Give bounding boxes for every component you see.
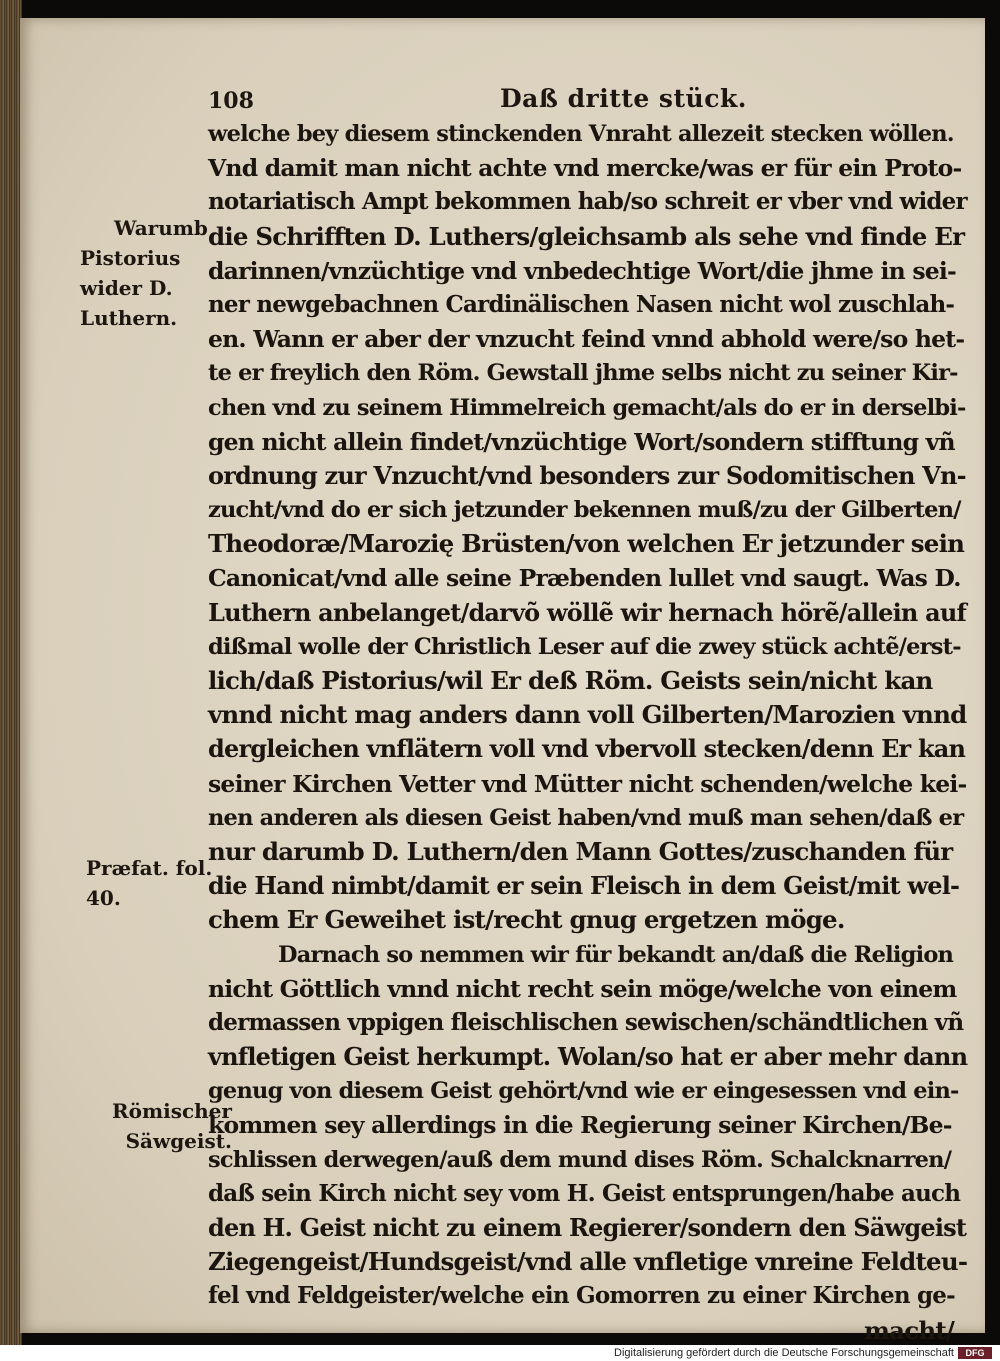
marginal-note-line: Römischer [112, 1099, 232, 1123]
marginal-note-line: wider D. [80, 276, 173, 300]
text-line: zucht/vnd do er sich jetzunder bekennen muß/zu der Gilberten/ [208, 497, 961, 524]
text-line: Canonicat/vnd alle seine Præbenden lullet vnd saugt. Was D. [208, 564, 961, 593]
text-line: seiner Kirchen Vetter vnd Mütter nicht schenden/welche kei- [208, 769, 967, 798]
text-line: nen anderen als diesen Geist haben/vnd muß man sehen/daß er [208, 804, 964, 831]
text-line: Ziegengeist/Hundsgeist/vnd alle vnfletige vnreine Feldteu- [208, 1247, 968, 1277]
text-line: Theodoræ/Marozię Brüsten/von welchen Er jetzunder sein [208, 529, 965, 559]
text-line: chem Er Geweihet ist/recht gnug ergetzen möge. [208, 905, 845, 935]
page-number: 108 [208, 88, 254, 114]
footer-bar [0, 1345, 1000, 1361]
text-line: vnfletigen Geist herkumpt. Wolan/so hat er aber mehr dann [208, 1042, 968, 1072]
text-line: gen nicht allein findet/vnzüchtige Wort/sondern stifftung vñ [208, 427, 955, 456]
text-line: en. Wann er aber der vnzucht feind vnnd abhold were/so het- [208, 325, 965, 354]
text-line: lich/daß Pistorius/wil Er deß Röm. Geists sein/nicht kan [208, 666, 933, 695]
text-line: ordnung zur Vnzucht/vnd besonders zur Sodomitischen Vn- [208, 460, 966, 490]
text-line: nicht Göttlich vnnd nicht recht sein möge/welche von einem [208, 974, 957, 1003]
catchword: macht/ [864, 1315, 954, 1345]
body-text [208, 117, 968, 1348]
marginal-note [92, 1096, 232, 1156]
text-line: notariatisch Ampt bekommen hab/so schreit er vber vnd wider [208, 188, 967, 216]
text-line: Vnd damit man nicht achte vnd mercke/was er für ein Proto- [208, 154, 962, 183]
text-line: fel vnd Feldgeister/welche ein Gomorren zu einer Kirchen ge- [208, 1282, 955, 1310]
text-line: die Hand nimbt/damit er sein Fleisch in dem Geist/mit wel- [208, 871, 960, 901]
marginal-note [86, 853, 212, 913]
text-line: daß sein Kirch nicht sey vom H. Geist entsprungen/habe auch [208, 1179, 961, 1207]
text-line: Darnach so nemmen wir für bekandt an/daß die Religion [278, 941, 954, 968]
dfg-logo: DFG [958, 1347, 992, 1359]
text-line: schlissen derwegen/auß dem mund dises Röm. Schalcknarren/ [208, 1146, 952, 1173]
marginal-note-line: Luthern. [80, 306, 178, 330]
marginal-note-line: Warumb [114, 216, 208, 240]
page-stack-edges [0, 0, 22, 1345]
text-line: den H. Geist nicht zu einem Regierer/sondern den Säwgeist [208, 1213, 967, 1242]
text-line: genug von diesem Geist gehört/vnd wie er eingesessen vnd ein- [208, 1078, 959, 1105]
text-line: dißmal wolle der Christlich Leser auf die zwey stück achtẽ/erst- [208, 633, 961, 660]
marginal-note-line: Præfat. fol. [86, 856, 213, 880]
text-line: chen vnd zu seinem Himmelreich gemacht/als do er in derselbi- [208, 394, 966, 421]
text-line: die Schrifften D. Luthers/gleichsamb als sehe vnd finde Er [208, 221, 965, 251]
marginal-note-line: Säwgeist. [125, 1129, 232, 1153]
digitization-credit: Digitalisierung gefördert durch die Deutsche Forschungsgemeinschaft [614, 1347, 954, 1359]
text-line: ner newgebachnen Cardinälischen Nasen nicht wol zuschlah- [208, 290, 955, 318]
text-line: kommen sey allerdings in die Regierung seiner Kirchen/Be- [208, 1111, 952, 1140]
text-line: vnnd nicht mag anders dann voll Gilberten/Marozien vnnd [208, 700, 967, 730]
text-line: darinnen/vnzüchtige vnd vnbedechtige Wort/die jhme in sei- [208, 256, 956, 285]
marginal-note-line: Pistorius [80, 246, 181, 270]
text-line: te er freylich den Röm. Gewstall jhme selbs nicht zu seiner Kir- [208, 360, 958, 387]
running-head: Daß dritte stück. [500, 84, 747, 113]
text-line: Luthern anbelanget/darvõ wöllẽ wir hernach hörẽ/allein auf [208, 597, 967, 627]
text-line: dermassen vppigen fleischlischen sewischen/schändtlichen vñ [208, 1008, 964, 1036]
text-line: welche bey diesem stinckenden Vnraht allezeit stecken wöllen. [208, 121, 954, 147]
marginal-note [80, 213, 208, 333]
text-line: dergleichen vnflätern voll vnd vbervoll stecken/denn Er kan [208, 734, 966, 764]
text-line: nur darumb D. Luthern/den Mann Gottes/zuschanden für [208, 836, 953, 866]
marginal-note-line: 40. [86, 886, 121, 910]
